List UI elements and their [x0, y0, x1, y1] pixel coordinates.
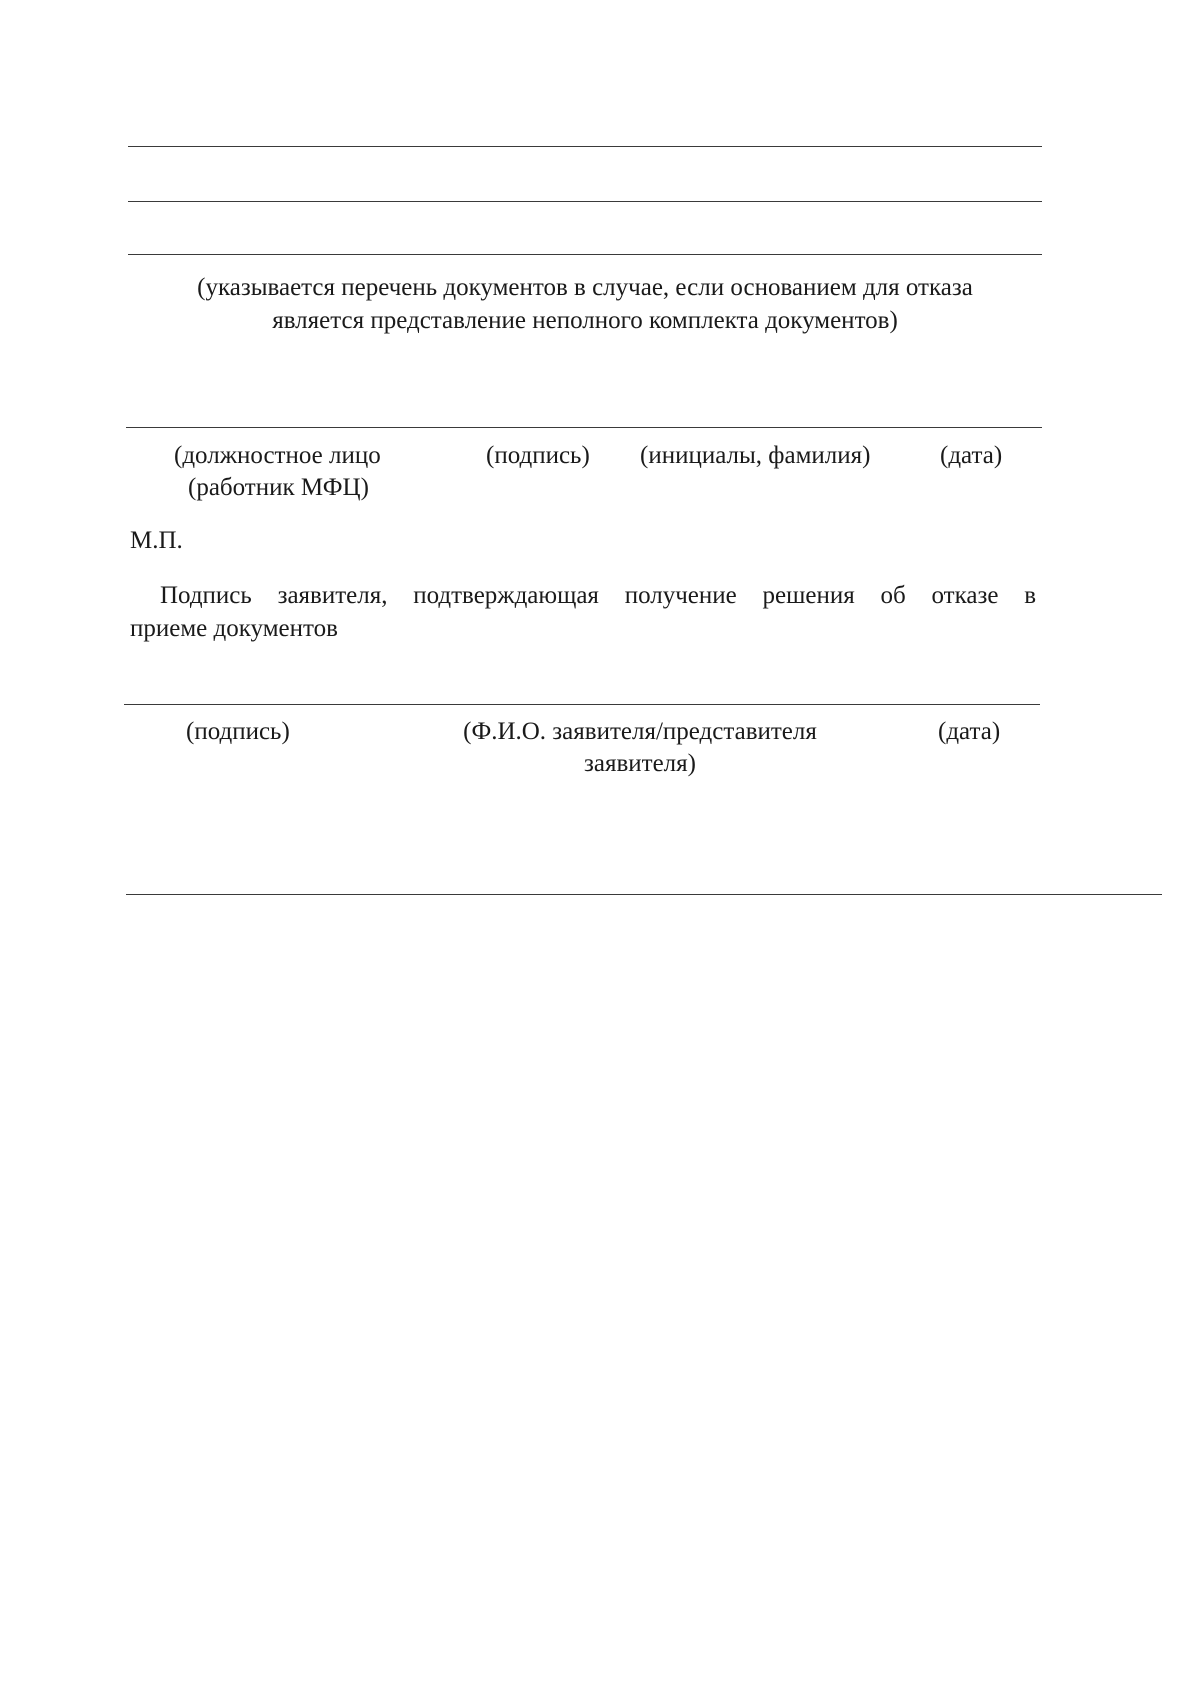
statement-word: в	[1024, 582, 1036, 609]
document-list-line-3	[128, 254, 1042, 255]
applicant-signature-label: (подпись)	[186, 718, 290, 745]
statement-word: решения	[762, 582, 855, 609]
official-position-label	[174, 440, 381, 504]
applicant-date-label: (дата)	[938, 718, 1001, 745]
applicant-statement	[130, 579, 1036, 645]
statement-word: получение	[624, 582, 737, 609]
statement-word: отказе	[931, 582, 999, 609]
official-date-label: (дата)	[940, 442, 1003, 469]
applicant-name-line-1: (Ф.И.О. заявителя/представителя	[463, 718, 817, 745]
official-signature-label: (подпись)	[486, 442, 590, 469]
applicant-statement-line-1	[130, 579, 1036, 612]
statement-word: заявителя,	[277, 582, 388, 609]
stamp-label: М.П.	[130, 527, 183, 554]
official-name-label: (инициалы, фамилия)	[640, 442, 871, 469]
documents-note-line-1: (указывается перечень документов в случае, если основанием для отказа	[197, 274, 973, 301]
document-list-line-2	[128, 201, 1042, 202]
bottom-separator-line	[126, 894, 1162, 895]
documents-note-line-2: является представление неполного комплекта документов)	[272, 307, 898, 334]
statement-word: об	[880, 582, 906, 609]
applicant-statement-line-2: приеме документов	[130, 615, 338, 642]
official-position-line-2: (работник МФЦ)	[188, 474, 369, 501]
statement-word: Подпись	[160, 582, 252, 609]
applicant-signature-line	[124, 704, 1040, 705]
official-signature-line	[126, 427, 1042, 428]
official-position-line-1: (должностное лицо	[174, 442, 381, 469]
statement-word: подтверждающая	[413, 582, 599, 609]
document-list-line-1	[128, 146, 1042, 147]
applicant-name-label	[420, 716, 860, 780]
applicant-name-line-2: заявителя)	[584, 750, 696, 777]
